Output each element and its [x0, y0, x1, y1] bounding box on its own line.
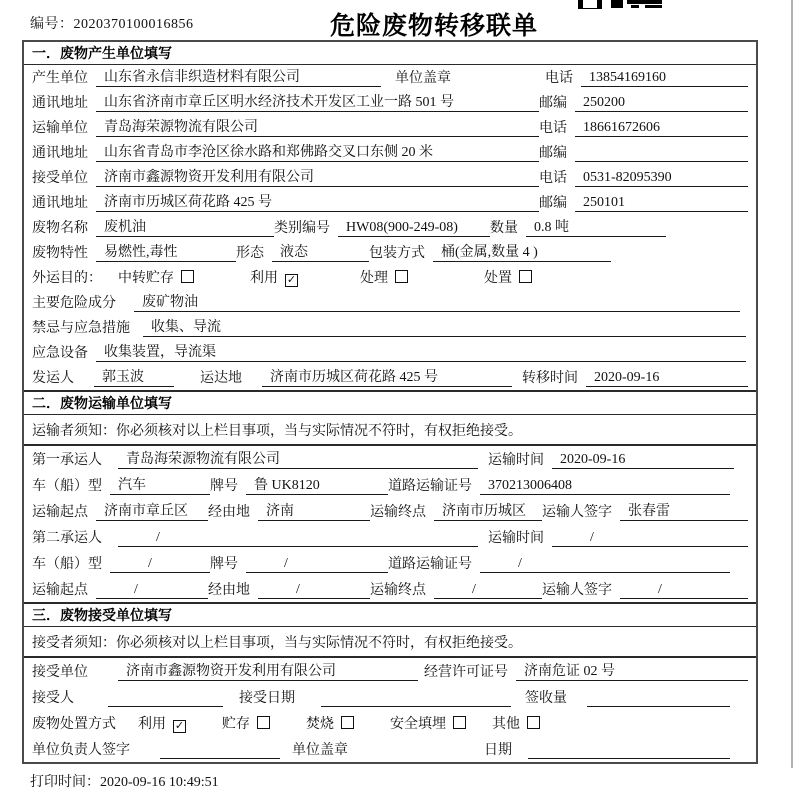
field-label: 运输时间	[488, 531, 544, 546]
field-value: 250101	[575, 195, 748, 212]
field-value: 青岛海荣源物流有限公司	[118, 448, 478, 469]
transfer-manifest-form	[22, 40, 758, 764]
field-label: 发运人	[32, 371, 74, 386]
empty-checkbox-icon	[341, 716, 354, 729]
field-label: 第一承运人	[32, 453, 102, 468]
field-label: 签收量	[525, 691, 567, 706]
field-label: 转移时间	[522, 371, 578, 386]
field-label: 邮编	[539, 146, 567, 161]
field-value: 山东省济南市章丘区明水经济技术开发区工业一路 501 号	[96, 91, 539, 112]
field-value: 收集装置，导流渠	[96, 341, 746, 362]
spacer	[408, 286, 484, 287]
field-value: 济南市历城区荷花路 425 号	[96, 191, 539, 212]
spacer	[459, 86, 545, 87]
field-value: 山东省永信非织造材料有限公司	[96, 66, 381, 87]
field-value: 郭玉波	[94, 366, 174, 387]
field-label: 车（船）型	[32, 479, 102, 494]
spacer	[280, 758, 292, 759]
checkbox-unchecked	[484, 267, 532, 287]
section-note: 接受者须知：你必须核对以上栏目事项，当与实际情况不符时，有权拒绝接受。	[24, 627, 756, 658]
field-label: 通讯地址	[32, 196, 88, 211]
empty-checkbox-icon	[527, 716, 540, 729]
form-row	[24, 315, 756, 340]
field-label: 运输时间	[488, 453, 544, 468]
spacer	[124, 732, 138, 733]
field-value: 青岛海荣源物流有限公司	[96, 116, 539, 137]
field-value: /	[110, 556, 210, 573]
field-label: 产生单位	[32, 71, 88, 86]
field-label: 经由地	[208, 505, 250, 520]
form-row	[24, 550, 756, 576]
form-row	[24, 265, 756, 290]
field-label: 邮编	[539, 196, 567, 211]
doc-number-value: 2020370100016856	[73, 17, 194, 32]
section-receiver	[24, 602, 756, 762]
field-value	[160, 758, 280, 759]
field-label: 包装方式	[369, 246, 425, 261]
form-row	[24, 576, 756, 602]
form-row	[24, 472, 756, 498]
field-value: 0531-82095390	[575, 170, 748, 187]
field-label: 运输起点	[32, 583, 88, 598]
field-label: 电话	[545, 71, 573, 86]
spacer	[303, 706, 321, 707]
field-label: 禁忌与应急措施	[32, 321, 130, 336]
checkbox-unchecked	[306, 713, 354, 733]
spacer	[478, 546, 488, 547]
field-label: 运输人签字	[542, 505, 612, 520]
field-label: 经营许可证号	[424, 665, 508, 680]
field-label: 单位负责人签字	[32, 743, 130, 758]
form-row	[24, 524, 756, 550]
field-label: 邮编	[539, 96, 567, 111]
field-value: 250200	[575, 95, 748, 112]
field-value	[587, 706, 730, 707]
field-label: 运输起点	[32, 505, 88, 520]
qr-code-partial-icon	[578, 0, 670, 9]
form-row	[24, 90, 756, 115]
field-label: 道路运输证号	[388, 557, 472, 572]
spacer	[174, 386, 200, 387]
field-label: 电话	[539, 121, 567, 136]
spacer	[82, 386, 94, 387]
spacer	[138, 758, 160, 759]
field-value: 废机油	[96, 216, 274, 237]
field-value: /	[434, 582, 542, 599]
field-label: 接受单位	[32, 665, 88, 680]
field-label: 运输单位	[32, 121, 88, 136]
checkbox-label: 利用	[250, 271, 278, 286]
form-row	[24, 190, 756, 215]
spacer	[110, 468, 118, 469]
spacer	[478, 468, 488, 469]
form-row	[24, 115, 756, 140]
field-label: 运输终点	[370, 583, 426, 598]
field-label: 主要危险成分	[32, 296, 116, 311]
section-header: 一．废物产生单位填写	[24, 42, 756, 65]
form-row	[24, 736, 756, 762]
spacer	[110, 546, 118, 547]
form-row	[24, 446, 756, 472]
checkbox-label: 其他	[492, 717, 520, 732]
empty-checkbox-icon	[453, 716, 466, 729]
field-value: /	[96, 582, 208, 599]
section-note: 运输者须知：你必须核对以上栏目事项，当与实际情况不符时，有权拒绝接受。	[24, 415, 756, 446]
form-row	[24, 140, 756, 165]
page-title: 危险废物转移联单	[330, 12, 539, 40]
checkbox-label: 处置	[484, 271, 512, 286]
field-value: 18661672606	[575, 120, 748, 137]
checkbox-checked	[250, 267, 298, 287]
field-value: 桶(金属,数量 4 )	[433, 241, 611, 262]
checkbox-unchecked	[222, 713, 270, 733]
form-row	[24, 215, 756, 240]
checkbox-label: 焚烧	[306, 717, 334, 732]
form-row	[24, 498, 756, 524]
field-label: 运输终点	[370, 505, 426, 520]
field-label: 单位盖章	[292, 743, 348, 758]
spacer	[82, 706, 108, 707]
field-value: 济南市鑫源物资开发利用有限公司	[118, 660, 418, 681]
field-label: 废物处置方式	[32, 717, 116, 732]
section-transporter	[24, 390, 756, 602]
spacer	[223, 706, 239, 707]
checkbox-unchecked	[492, 713, 540, 733]
field-value: 济南市历城区	[434, 500, 542, 521]
form-row	[24, 710, 756, 736]
field-label: 车（船）型	[32, 557, 102, 572]
spacer	[356, 758, 484, 759]
field-value: 液态	[272, 241, 369, 262]
field-value: 济南市章丘区	[96, 500, 208, 521]
spacer	[110, 286, 118, 287]
field-value: 济南危证 02 号	[516, 660, 748, 681]
field-value: /	[620, 582, 748, 599]
field-label: 运达地	[200, 371, 242, 386]
form-row	[24, 290, 756, 315]
form-row	[24, 65, 756, 90]
field-value: 山东省青岛市李沧区徐水路和郑佛路交叉口东侧 20 米	[96, 141, 539, 162]
field-label: 经由地	[208, 583, 250, 598]
spacer	[250, 386, 262, 387]
field-label: 数量	[490, 221, 518, 236]
spacer	[186, 732, 222, 733]
checkbox-label: 安全填埋	[390, 717, 446, 732]
empty-checkbox-icon	[181, 270, 194, 283]
empty-checkbox-icon	[257, 716, 270, 729]
checkbox-label: 贮存	[222, 717, 250, 732]
field-label: 形态	[236, 246, 264, 261]
field-value: 汽车	[110, 474, 210, 495]
checkbox-label: 中转贮存	[118, 271, 174, 286]
field-label: 类别编号	[274, 221, 330, 236]
form-row	[24, 365, 756, 390]
section-header: 三．废物接受单位填写	[24, 602, 756, 627]
doc-number	[30, 13, 194, 33]
checkbox-unchecked	[118, 267, 194, 287]
field-label: 电话	[539, 171, 567, 186]
field-value: 2020-09-16	[552, 452, 734, 469]
field-label: 牌号	[210, 479, 238, 494]
field-label: 接受日期	[239, 691, 295, 706]
document-header	[0, 0, 796, 40]
field-value	[321, 706, 511, 707]
field-value: 0.8 吨	[526, 216, 666, 237]
field-label: 日期	[484, 743, 512, 758]
field-value: 鲁 UK8120	[246, 474, 388, 495]
spacer	[298, 286, 360, 287]
spacer	[512, 386, 522, 387]
spacer	[520, 758, 528, 759]
form-row	[24, 165, 756, 190]
field-value: 370213006408	[480, 478, 730, 495]
empty-checkbox-icon	[519, 270, 532, 283]
field-value: 废矿物油	[134, 291, 740, 312]
field-label: 应急设备	[32, 346, 88, 361]
field-label: 单位盖章	[395, 71, 451, 86]
field-label: 通讯地址	[32, 146, 88, 161]
field-value: /	[480, 556, 730, 573]
field-label: 通讯地址	[32, 96, 88, 111]
spacer	[96, 680, 118, 681]
form-row	[24, 240, 756, 265]
field-label: 运输人签字	[542, 583, 612, 598]
field-value: 易燃性,毒性	[96, 241, 236, 262]
checkbox-label: 利用	[138, 717, 166, 732]
field-label: 外运目的：	[32, 271, 102, 286]
field-label: 废物名称	[32, 221, 88, 236]
field-value	[528, 758, 730, 759]
field-value	[575, 161, 748, 162]
field-value: 济南	[258, 500, 370, 521]
spacer	[194, 286, 250, 287]
section-producer	[24, 42, 756, 390]
checkbox-checked	[138, 713, 186, 733]
spacer	[270, 732, 306, 733]
empty-checkbox-icon	[395, 270, 408, 283]
print-time-value: 2020-09-16 10:49:51	[100, 775, 219, 790]
form-row	[24, 684, 756, 710]
checkbox-unchecked	[390, 713, 466, 733]
field-value: /	[118, 530, 478, 547]
checkmark-icon: ✓	[286, 274, 297, 286]
spacer	[466, 732, 492, 733]
section-header: 二．废物运输单位填写	[24, 390, 756, 415]
doc-number-label: 编号：	[30, 17, 74, 32]
field-value: /	[246, 556, 388, 573]
print-time-label: 打印时间：	[30, 775, 100, 790]
field-label: 接受单位	[32, 171, 88, 186]
print-time	[30, 771, 796, 791]
field-label: 废物特性	[32, 246, 88, 261]
field-value: 2020-09-16	[586, 370, 748, 387]
checkbox-unchecked	[360, 267, 408, 287]
spacer	[575, 706, 587, 707]
field-value: HW08(900-249-08)	[338, 220, 490, 237]
spacer	[511, 706, 525, 707]
field-value: /	[552, 530, 748, 547]
checkmark-icon: ✓	[174, 720, 185, 732]
checkbox-label: 处理	[360, 271, 388, 286]
spacer	[124, 311, 134, 312]
page-edge-divider	[791, 0, 793, 768]
field-label: 牌号	[210, 557, 238, 572]
form-row	[24, 658, 756, 684]
field-label: 第二承运人	[32, 531, 102, 546]
field-label: 接受人	[32, 691, 74, 706]
field-value: /	[258, 582, 370, 599]
field-value: 13854169160	[581, 70, 748, 87]
field-value	[108, 706, 223, 707]
spacer	[354, 732, 390, 733]
field-value: 济南市鑫源物资开发利用有限公司	[96, 166, 539, 187]
field-value: 济南市历城区荷花路 425 号	[262, 366, 512, 387]
field-value: 收集、导流	[143, 316, 746, 337]
field-label: 道路运输证号	[388, 479, 472, 494]
form-row	[24, 340, 756, 365]
field-value: 张春雷	[620, 500, 748, 521]
